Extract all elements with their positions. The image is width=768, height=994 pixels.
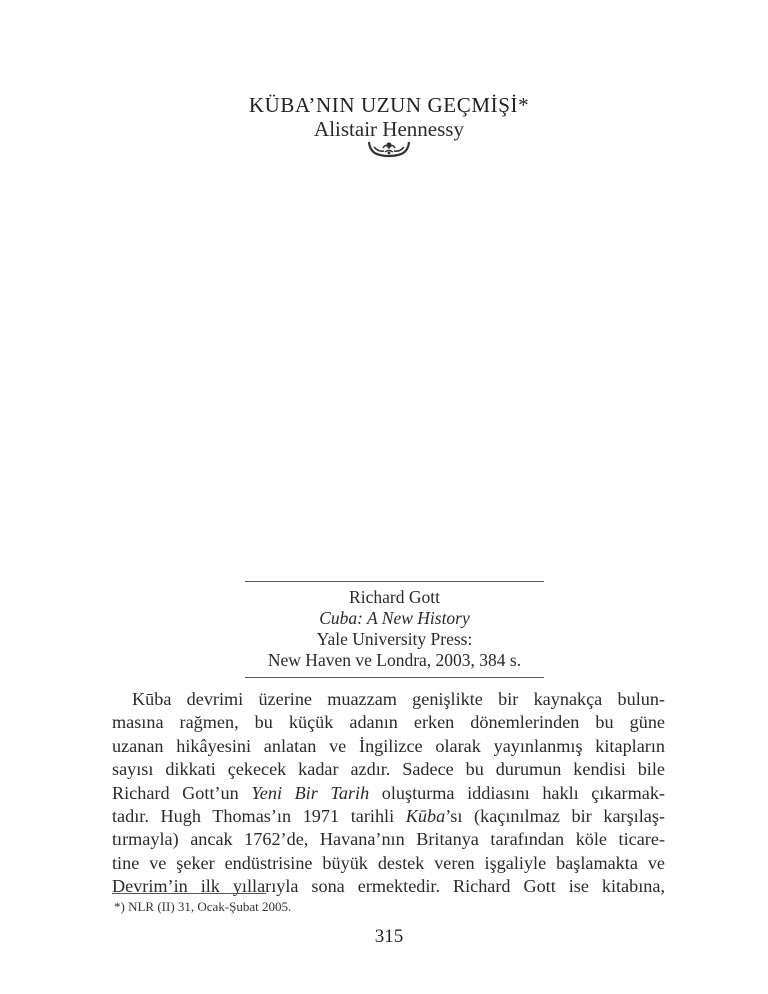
body-text-segment: Devrim’in ilk yıllarıyla sona ermektedir. Richard Gott ise kitabına, (112, 876, 665, 897)
body-text-segment: Richard Gott’un (112, 782, 252, 803)
body-text-segment: ’sı (kaçınılmaz bir karşılaş- (445, 805, 665, 826)
bottom-rule (245, 677, 544, 678)
body-line (112, 828, 665, 851)
footnote-rule (112, 893, 266, 894)
book-publication-info: New Haven ve Londra, 2003, 384 s. (267, 650, 522, 670)
body-text-segment: sayısı dikkati çekecek kadar azdır. Sadece bu durumun kendisi bile (112, 759, 665, 780)
body-paragraph (112, 688, 665, 899)
body-text-segment: oluşturma iddiasını haklı çıkarmak- (369, 782, 665, 803)
body-text-segment: tırmayla) ancak 1762’de, Havana’nın Britanya tarafından köle ticare- (112, 829, 665, 850)
body-text-segment: tadır. Hugh Thomas’ın 1971 tarihli (112, 805, 406, 826)
body-line (112, 711, 665, 734)
italic-book-title: Yeni Bir Tarih (251, 782, 370, 803)
decorative-fleuron-icon (366, 139, 412, 159)
footnote: *) NLR (II) 31, Ocak-Şubat 2005. (114, 899, 292, 914)
body-line (112, 735, 665, 758)
article-author: Alistair Hennessy (314, 117, 464, 141)
book-publisher: Yale University Press: (316, 629, 473, 649)
book-title: Cuba: A New History (319, 608, 470, 628)
page-number: 315 (374, 926, 404, 947)
body-line (112, 875, 665, 898)
article-title: KÜBA’NIN UZUN GEÇMİŞİ* (248, 93, 530, 117)
book-author: Richard Gott (349, 587, 440, 607)
italic-book-title: Kūba (405, 805, 446, 826)
body-text-segment: masına rağmen, bu küçük adanın erken dönemlerinden bu güne (112, 712, 665, 733)
body-line (112, 688, 665, 711)
body-line (112, 805, 665, 828)
body-text-segment: Kūba devrimi üzerine muazzam genişlikte bir kaynakça bulun- (132, 689, 665, 709)
body-line (112, 852, 665, 875)
body-text-segment: uzanan hikâyesini anlatan ve İngilizce olarak yayınlanmış kitapların (112, 735, 665, 756)
body-text-segment: tine ve şeker endüstrisine büyük destek veren işgaliyle başlamakta ve (112, 852, 665, 873)
body-line (112, 758, 665, 781)
body-line (112, 782, 665, 805)
book-review-header (245, 581, 544, 678)
